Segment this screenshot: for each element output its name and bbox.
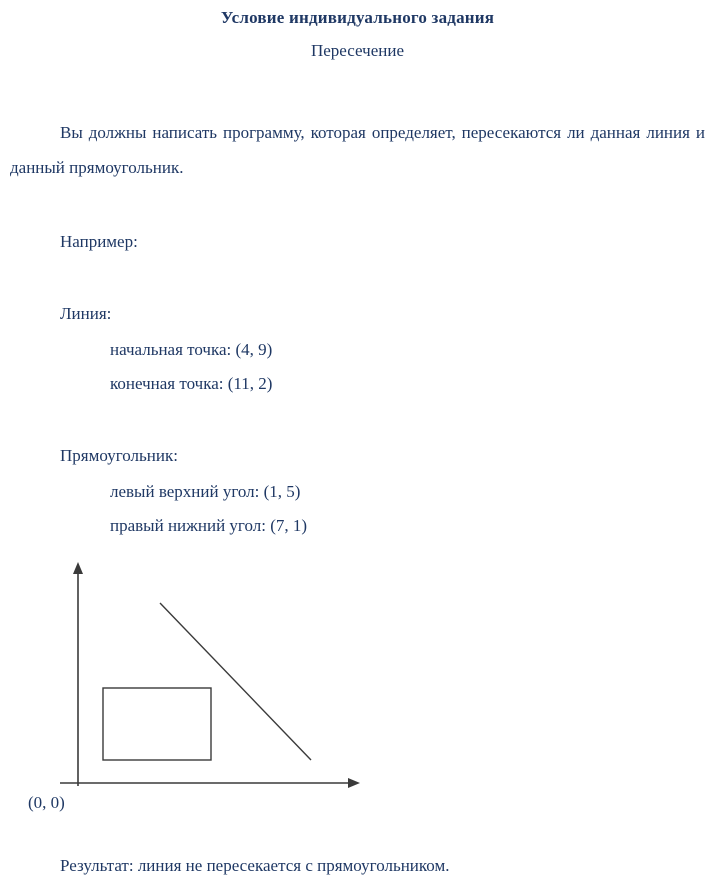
x-axis-arrow-icon: [348, 778, 360, 788]
coordinate-diagram: [18, 558, 368, 796]
y-axis-arrow-icon: [73, 562, 83, 574]
task-description-paragraph: Вы должны написать программу, которая определяет, пересекаются ли данная линия и данный прямоугольник.: [10, 123, 705, 177]
line-end-point: конечная точка: (11, 2): [110, 374, 273, 393]
rectangle-bottom-right-corner: правый нижний угол: (7, 1): [110, 516, 308, 535]
diagram-svg: [18, 558, 368, 796]
origin-coordinate-label: (0, 0): [28, 793, 65, 812]
rectangle-section-label: Прямоугольник:: [60, 446, 178, 465]
example-label: Например:: [60, 232, 138, 251]
diagram-segment-line: [160, 603, 311, 760]
line-start-point: начальная точка: (4, 9): [110, 340, 273, 359]
diagram-rectangle: [103, 688, 211, 760]
document-subtitle: Пересечение: [310, 41, 404, 60]
rectangle-top-left-corner: левый верхний угол: (1, 5): [110, 482, 301, 501]
result-paragraph: Результат: линия не пересекается с прямоугольником.: [60, 856, 450, 875]
line-section-label: Линия:: [60, 304, 112, 323]
document-title: Условие индивидуального задания: [220, 8, 495, 27]
